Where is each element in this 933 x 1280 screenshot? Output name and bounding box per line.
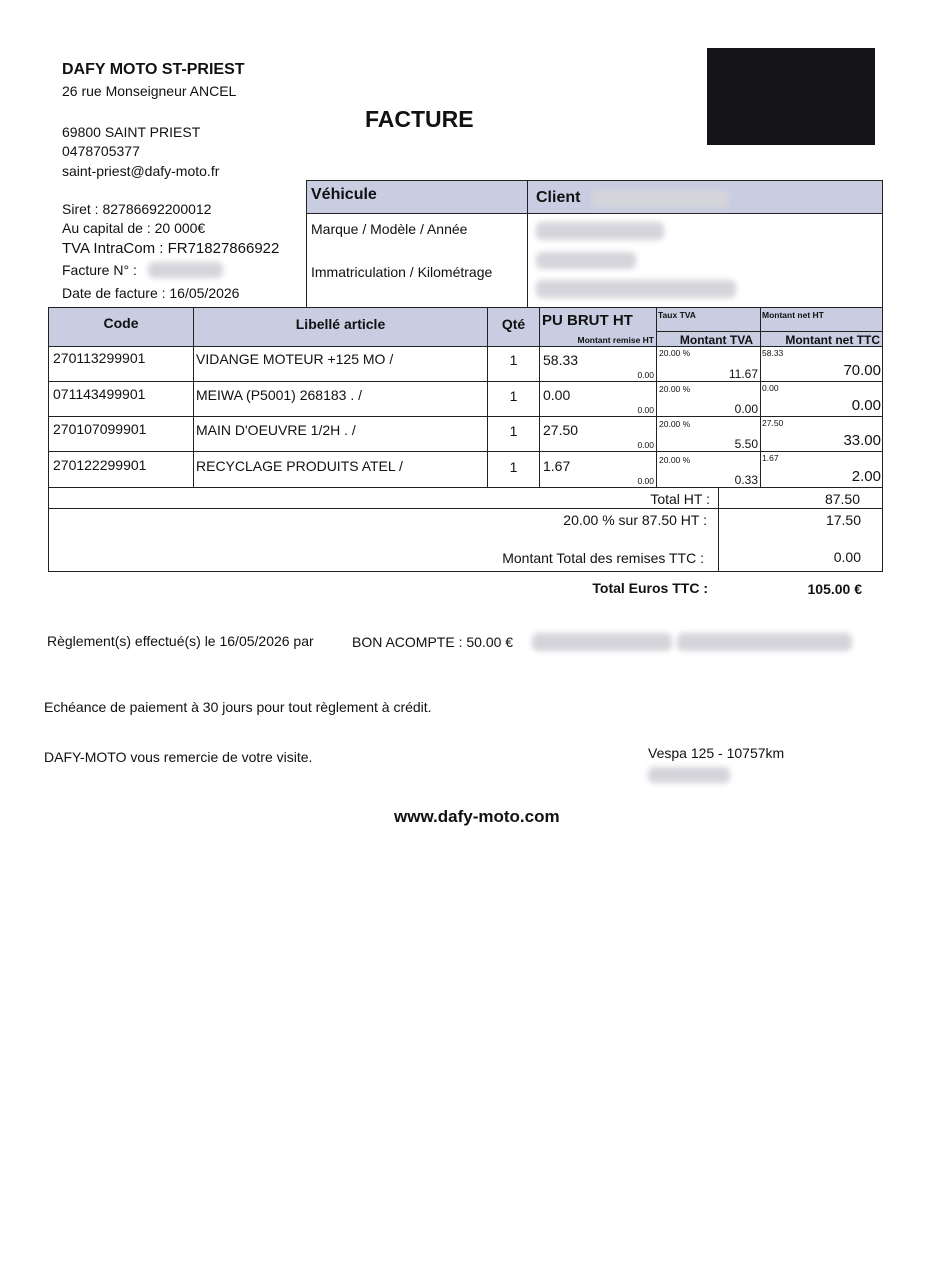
table-row-remise: 0.00 [637, 370, 654, 380]
table-row-ttc: 70.00 [843, 362, 881, 379]
document-title: FACTURE [365, 106, 474, 132]
table-row-taux: 20.00 % [659, 455, 691, 465]
table-row-code: 270113299901 [53, 350, 146, 366]
payment-echeance: Echéance de paiement à 30 jours pour tout règlement à crédit. [44, 699, 432, 715]
company-siret: Siret : 82786692200012 [62, 201, 212, 217]
header-taux-tva: Taux TVA [658, 310, 696, 320]
company-name: DAFY MOTO ST-PRIEST [62, 61, 245, 78]
table-row-label: RECYCLAGE PRODUITS ATEL / [196, 458, 403, 474]
total-ttc-label: Total Euros TTC : [592, 580, 708, 596]
vehicle-plate-km: Immatriculation / Kilométrage [311, 264, 493, 280]
table-row-pu: 27.50 [543, 422, 579, 438]
header-net-ttc: Montant net TTC [785, 333, 880, 347]
table-row-code: 270107099901 [53, 421, 147, 437]
redacted-payment-ref-2 [677, 633, 852, 651]
thank-you-note: DAFY-MOTO vous remercie de votre visite. [44, 749, 313, 765]
vehicle-note: Vespa 125 - 10757km [648, 745, 785, 761]
table-row-ttc: 33.00 [843, 432, 881, 449]
table-row-ttc: 0.00 [851, 397, 881, 414]
total-ht-value: 87.50 [824, 491, 860, 507]
table-row-net-ht: 27.50 [762, 418, 784, 428]
redacted-client-name [592, 190, 729, 208]
table-row-code: 071143499901 [53, 386, 146, 402]
table-row-tva: 0.33 [734, 473, 758, 487]
remises-total-value: 0.00 [833, 549, 861, 565]
table-row-taux: 20.00 % [659, 419, 691, 429]
invoice-number-label: Facture N° : [62, 262, 137, 278]
company-phone: 0478705377 [62, 143, 140, 159]
header-net-ht: Montant net HT [762, 310, 824, 320]
table-row-qty: 1 [509, 459, 518, 475]
redacted-client-address [536, 222, 664, 240]
table-row-pu: 0.00 [543, 387, 571, 403]
table-row-remise: 0.00 [637, 440, 654, 450]
table-row-taux: 20.00 % [659, 384, 691, 394]
table-row-taux: 20.00 % [659, 348, 691, 358]
table-row-net-ht: 1.67 [762, 453, 779, 463]
company-city: 69800 SAINT PRIEST [62, 124, 201, 140]
payment-acompte: BON ACOMPTE : 50.00 € [352, 634, 514, 650]
table-row-qty: 1 [509, 423, 518, 439]
vehicle-title: Véhicule [311, 186, 377, 203]
redacted-invoice-number [148, 262, 223, 278]
header-remise: Montant remise HT [577, 335, 654, 345]
redacted-client-contact [536, 280, 736, 298]
table-row-tva: 11.67 [728, 367, 758, 381]
table-row-tva: 0.00 [734, 402, 758, 416]
header-label: Libellé article [295, 316, 386, 332]
table-row-qty: 1 [509, 352, 518, 368]
table-row-tva: 5.50 [734, 437, 758, 451]
company-capital: Au capital de : 20 000€ [62, 220, 206, 236]
table-row-label: MEIWA (P5001) 268183 . / [196, 387, 363, 403]
company-email: saint-priest@dafy-moto.fr [62, 163, 220, 179]
redacted-client-city [536, 252, 636, 269]
tva-total-label: 20.00 % sur 87.50 HT : [563, 512, 707, 528]
vehicle-make-model-year: Marque / Modèle / Année [311, 221, 468, 237]
invoice-date: Date de facture : 16/05/2026 [62, 285, 240, 301]
table-row-remise: 0.00 [637, 405, 654, 415]
tva-total-value: 17.50 [825, 512, 861, 528]
table-row-qty: 1 [509, 388, 518, 404]
table-row-label: MAIN D'OEUVRE 1/2H . / [196, 422, 356, 438]
payment-reglement: Règlement(s) effectué(s) le 16/05/2026 par [47, 633, 314, 649]
table-row-remise: 0.00 [637, 476, 654, 486]
table-row-pu: 1.67 [543, 458, 571, 474]
company-address: 26 rue Monseigneur ANCEL [62, 83, 237, 99]
table-row-net-ht: 58.33 [762, 348, 784, 358]
total-ttc-value: 105.00 € [807, 581, 862, 597]
remises-total-label: Montant Total des remises TTC : [502, 550, 704, 566]
redacted-payment-ref [532, 633, 672, 651]
header-qty: Qté [501, 316, 526, 332]
website: www.dafy-moto.com [394, 807, 560, 826]
table-row-ttc: 2.00 [851, 468, 881, 485]
header-pu-brut: PU BRUT HT [542, 312, 633, 329]
table-row-pu: 58.33 [543, 352, 579, 368]
client-title: Client [536, 189, 581, 206]
table-row-net-ht: 0.00 [762, 383, 779, 393]
redacted-vehicle-note [648, 767, 730, 783]
company-tva: TVA IntraCom : FR71827866922 [62, 240, 280, 257]
header-code: Code [103, 315, 139, 331]
redacted-logo [707, 48, 875, 145]
table-row-code: 270122299901 [53, 457, 147, 473]
header-montant-tva: Montant TVA [679, 333, 753, 347]
table-row-label: VIDANGE MOTEUR +125 MO / [196, 351, 394, 367]
total-ht-label: Total HT : [650, 491, 710, 507]
